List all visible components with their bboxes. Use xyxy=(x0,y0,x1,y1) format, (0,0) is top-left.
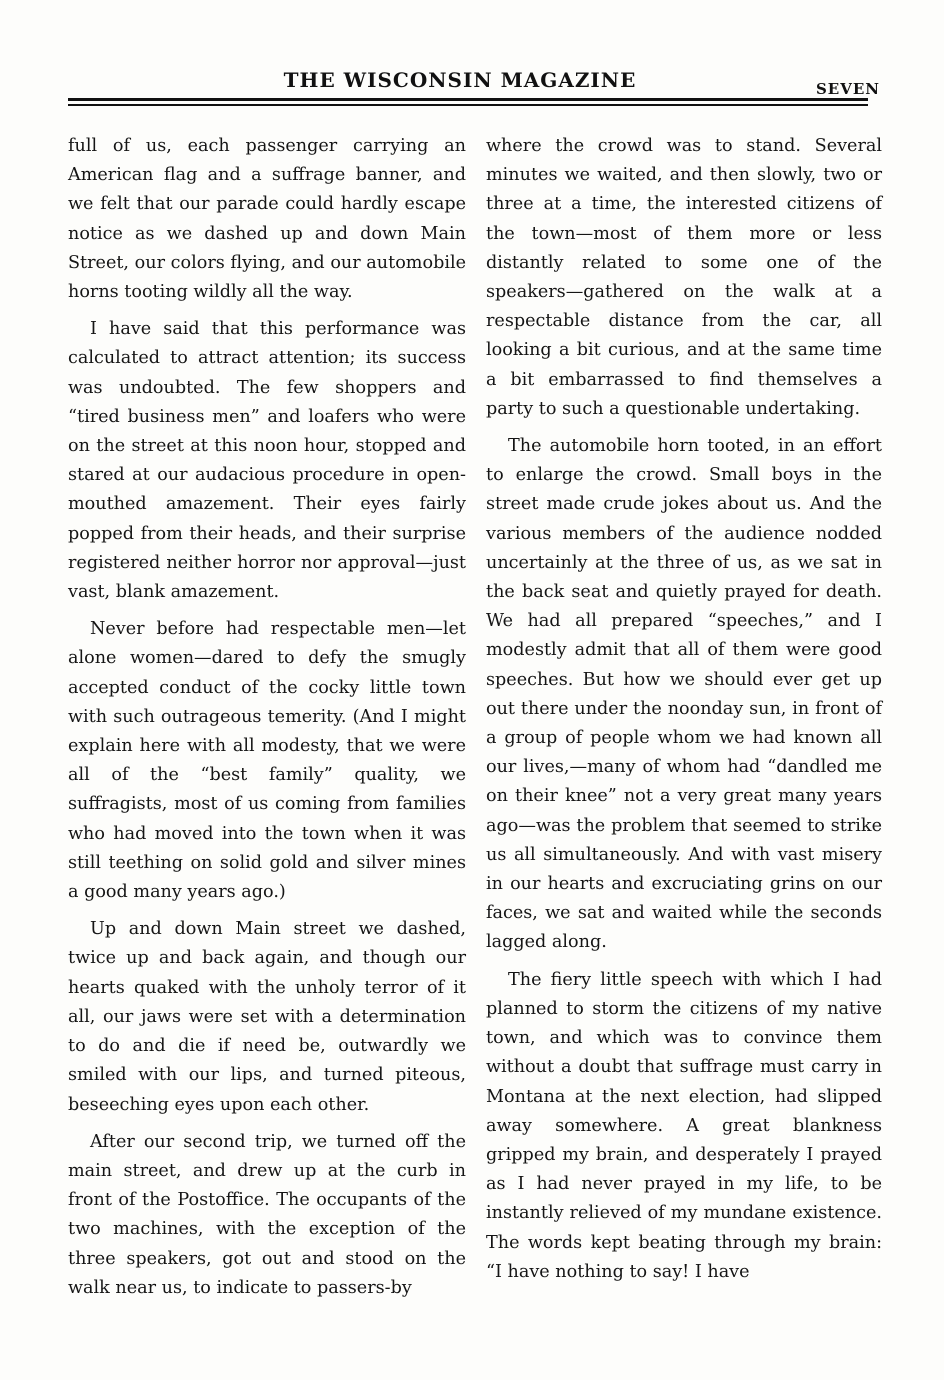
paragraph: The automobile horn tooted, in an effort to enlarge the crowd. Small boys in the street made crude jokes about us. And the various members of the audience nodded uncertainly at the three of us, as we sat in the back seat and quietly prayed for death. We had all prepared “speeches,” and I modestly admit that all of them were good speeches. But how we should ever get up out there under the noonday sun, in front of a group of people whom we had known all our lives,—many of whom had “dandled me on their knee” not a very great many years ago—was the problem that seemed to strike us all simultaneously. And with vast misery in our hearts and excruciating grins on our faces, we sat and waited while the seconds lagged along. xyxy=(486,436,882,953)
paragraph: The fiery little speech with which I had planned to storm the citizens of my native town, and which was to convince them without a doubt that suffrage must carry in Montana at the next election, had slipped away somewhere. A great blankness gripped my brain, and desperately I prayed as I had never prayed in my life, to be instantly relieved of my mundane existence. The words kept beating through my brain: “I have nothing to say! I have xyxy=(486,969,882,1282)
header-rule-bottom xyxy=(68,104,868,106)
paragraph: Never before had respectable men—let alone women—dared to defy the smugly accepted conduct of the cocky little town with such outrageous temerity. (And I might explain here with all modesty, that we were all of the “best family” quality, we suffragists, most of us coming from families who had moved into the town when it was still teething on solid gold and silver mines a good many years ago.) xyxy=(68,619,466,903)
paragraph: where the crowd was to stand. Several minutes we waited, and then slowly, two or three at a time, the interested citizens of the town—most of them more or less distantly related to some one of the speakers—gathered on the walk at a respectable distance from the car, all looking a bit curious, and at the same time a bit embarrassed to find themselves a party to such a questionable undertaking. xyxy=(486,136,882,419)
left-column xyxy=(68,132,466,1311)
paragraph: Up and down Main street we dashed, twice up and back again, and though our hearts quaked with the unholy terror of it all, our jaws were set with a determination to do and die if need be, outwardly we smiled with our lips, and turned piteous, beseeching eyes upon each other. xyxy=(68,919,466,1115)
paragraph: full of us, each passenger carrying an American flag and a suffrage banner, and we felt that our parade could hardly escape notice as we dashed up and down Main Street, our colors flying, and our automobile horns tooting wildly all the way. xyxy=(68,136,466,303)
page-number: SEVEN xyxy=(815,80,880,98)
paragraph: I have said that this performance was calculated to attract attention; its success was undoubted. The few shoppers and “tired business men” and loafers who were on the street at this noon hour, stopped and stared at our audacious procedure in open-mouthed amazement. Their eyes fairly popped from their heads, and their surprise registered neither horror nor approval—just vast, blank amazement. xyxy=(68,319,466,603)
right-column xyxy=(486,132,882,1295)
paragraph: After our second trip, we turned off the main street, and drew up at the curb in front of the Postoffice. The occupants of the two machines, with the exception of the three speakers, got out and stood on the walk near us, to indicate to passers-by xyxy=(68,1131,466,1298)
header-rule-top xyxy=(68,98,868,101)
running-title: THE WISCONSIN MAGAZINE xyxy=(283,68,637,92)
